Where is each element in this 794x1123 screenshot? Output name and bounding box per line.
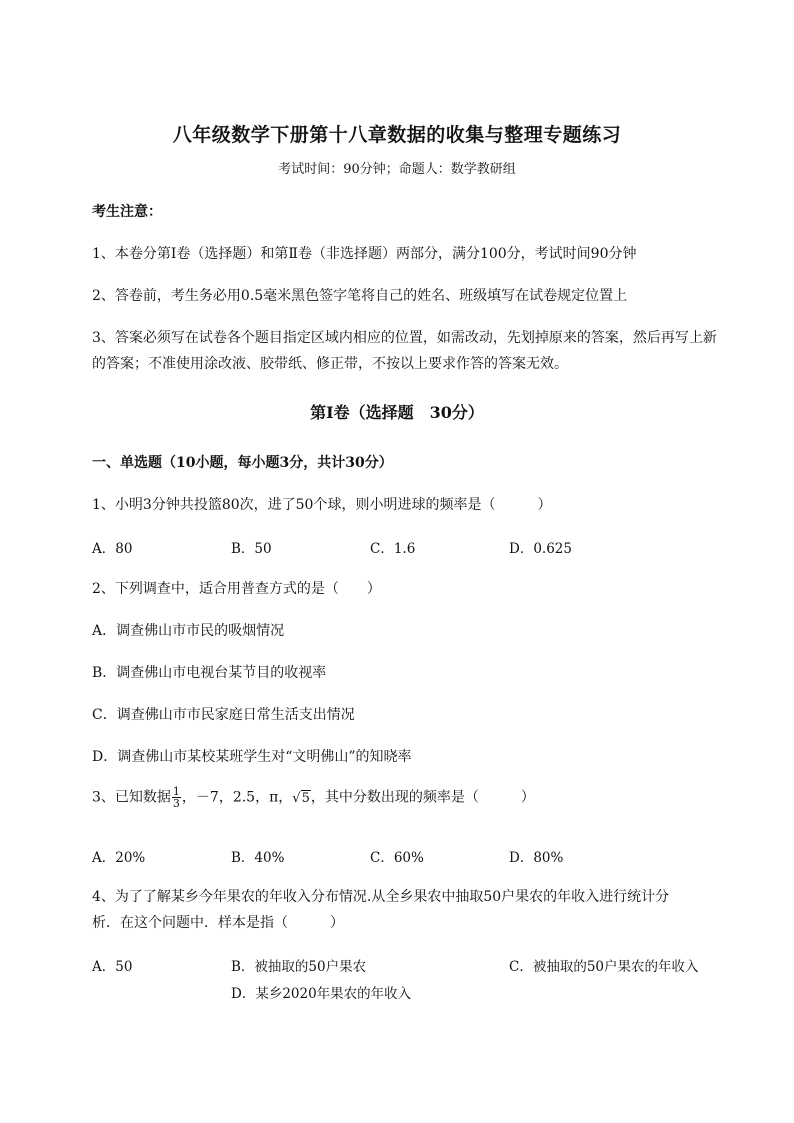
question-3-option-b[interactable]: B．40% [231, 850, 285, 866]
page-subtitle: 考试时间：90分钟；命题人：数学教研组 [278, 162, 516, 177]
question-2-option-a[interactable]: A．调查佛山市市民的吸烟情况 [92, 623, 285, 639]
notice-item-2: 2、答卷前，考生务必用0.5毫米黑色签字笔将自己的姓名、班级填写在试卷规定位置上 [92, 288, 628, 304]
question-3-option-a[interactable]: A．20% [92, 850, 146, 866]
question-2-option-b[interactable]: B．调查佛山市电视台某节目的收视率 [92, 665, 327, 681]
fraction [172, 786, 181, 809]
question-4-option-c[interactable]: C．被抽取的50户果农的年收入 [509, 959, 699, 975]
fraction-denominator: 3 [172, 797, 180, 810]
question-4-option-a[interactable]: A．50 [92, 959, 133, 975]
notice-item-1: 1、本卷分第Ⅰ卷（选择题）和第Ⅱ卷（非选择题）两部分，满分100分，考试时间90分钟 [92, 246, 637, 262]
notice-heading: 考生注意： [92, 204, 162, 220]
question-2-option-d[interactable]: D．调查佛山市某校某班学生对“文明佛山”的知晓率 [92, 749, 412, 765]
part-heading: 一、单选题（10小题，每小题3分，共计30分） [92, 455, 393, 471]
question-4-option-d[interactable]: D．某乡2020年果农的年收入 [231, 986, 412, 1002]
fraction-numerator: 1 [172, 785, 180, 798]
question-1-option-b[interactable]: B．50 [231, 541, 272, 557]
page-title: 八年级数学下册第十八章数据的收集与整理专题练习 [172, 124, 622, 146]
question-2-option-c[interactable]: C．调查佛山市市民家庭日常生活支出情况 [92, 707, 355, 723]
question-1-option-d[interactable]: D．0.625 [509, 541, 572, 557]
radical-sign-icon: √ [292, 790, 301, 806]
notice-item-3: 3、答案必须写在试卷各个题目指定区域内相应的位置，如需改动，先划掉原来的答案，然后再写上新 [92, 330, 717, 346]
notice-item-3-cont: 的答案；不准使用涂改液、胶带纸、修正带，不按以上要求作答的答案无效。 [92, 356, 568, 372]
radicand: 5 [301, 790, 310, 806]
section-heading: 第Ⅰ卷（选择题 30分） [310, 403, 484, 422]
question-3-option-d[interactable]: D．80% [509, 850, 564, 866]
question-1-option-a[interactable]: A．80 [92, 541, 133, 557]
question-4-option-b[interactable]: B．被抽取的50户果农 [231, 959, 367, 975]
question-3-option-c[interactable]: C．60% [370, 850, 424, 866]
question-3-stem-suffix: ，其中分数出现的频率是（ ） [310, 789, 535, 806]
question-3-stem [92, 786, 535, 809]
question-3-stem-prefix: 3、已知数据 [92, 789, 171, 806]
question-4-stem-line2: 析．在这个问题中．样本是指（ ） [92, 915, 344, 931]
question-1-stem: 1、小明3分钟共投篮80次，进了50个球，则小明进球的频率是（ ） [92, 497, 552, 513]
question-1-option-c[interactable]: C．1.6 [370, 541, 416, 557]
question-4-stem-line1: 4、为了了解某乡今年果农的年收入分布情况.从全乡果农中抽取50户果农的年收入进行统计分 [92, 889, 670, 905]
square-root [292, 791, 311, 806]
question-3-stem-mid: ，－7，2.5，π， [181, 789, 293, 806]
question-2-stem: 2、下列调查中，适合用普查方式的是（ ） [92, 581, 381, 597]
